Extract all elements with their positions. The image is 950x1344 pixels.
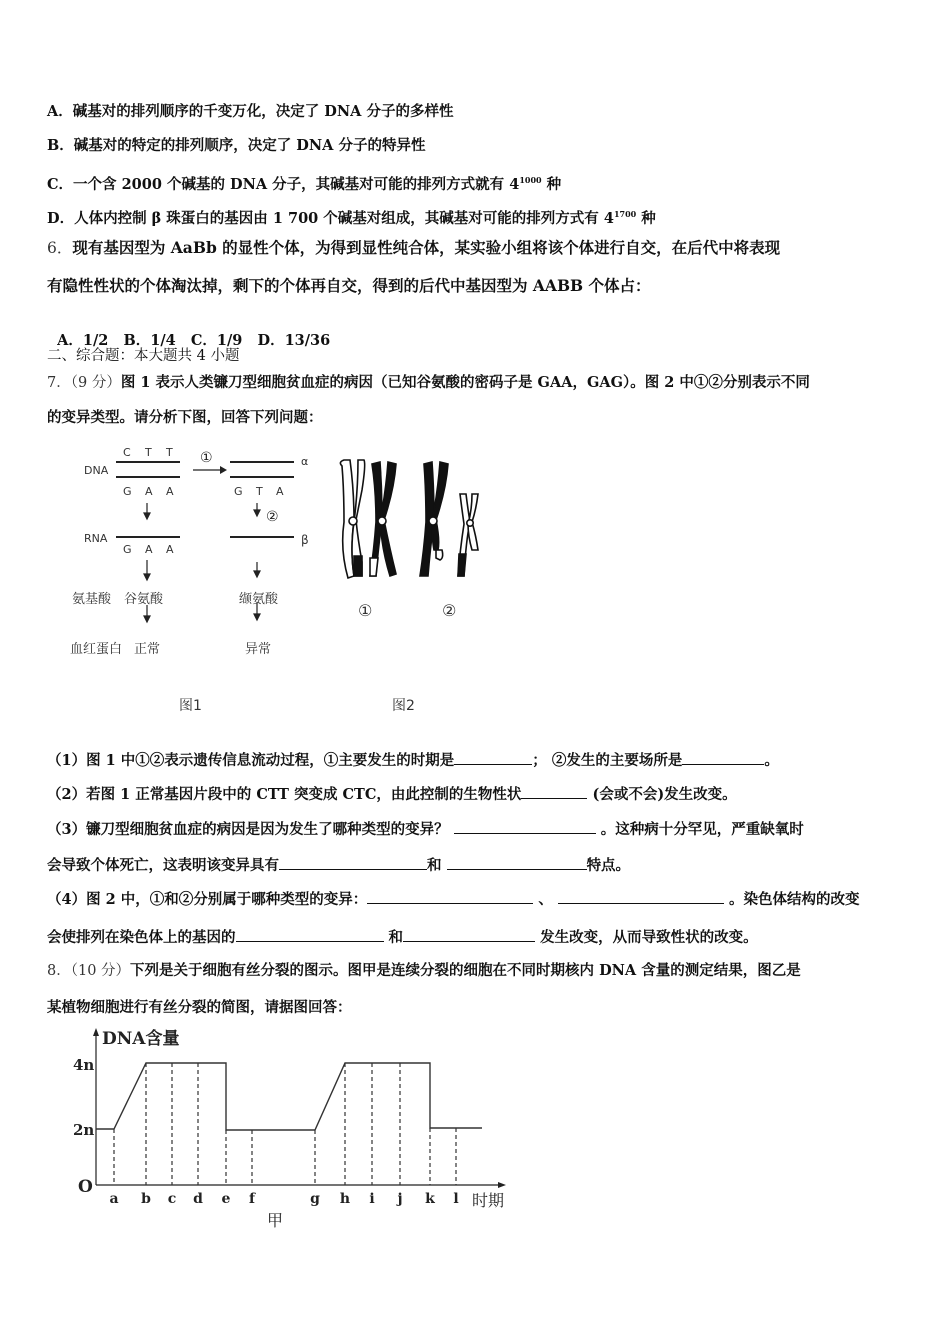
dna-content-line-chart — [60, 1020, 530, 1240]
q5-option-d — [47, 204, 656, 229]
answer-blank[interactable] — [454, 750, 532, 765]
option-text-tail: 种 — [636, 210, 656, 227]
option-label: C． — [47, 176, 74, 193]
figure-1-diagram — [70, 440, 320, 720]
sub-question-text: 特点。 — [586, 857, 631, 874]
q5-option-a — [47, 102, 453, 122]
chart-title: 甲 — [267, 1211, 284, 1230]
sub-question-text: 。染色体结构的改变 — [723, 891, 860, 908]
q7-sub4-line1 — [47, 889, 859, 910]
base: T — [145, 446, 152, 459]
q7-line1 — [47, 373, 810, 393]
x-tick-c: c — [167, 1191, 177, 1207]
question-text: 现有基因型为 AaBb 的显性个体，为得到显性纯合体，某实验小组将该个体进行自交，在后代中将表现 — [72, 238, 781, 257]
y-tick-4n: 4n — [73, 1056, 95, 1074]
figure-2-caption: 图2 — [392, 698, 415, 714]
option-text: 碱基对的特定的排列顺序，决定了 DNA 分子的特异性 — [73, 137, 426, 154]
amino-mutant: 缬氨酸 — [239, 592, 279, 607]
hb-mutant: 异常 — [245, 642, 272, 657]
sub-question-text: （4）图 2 中，①和②分别属于哪种类型的变异： — [47, 891, 368, 908]
option-label: B． — [47, 137, 74, 154]
sub-question-text: （3）镰刀型细胞贫血症的病因是因为发生了哪种类型的变异？ — [47, 821, 454, 838]
answer-blank[interactable] — [682, 750, 764, 765]
sub-question-text: （2）若图 1 正常基因片段中的 CTT 突变成 CTC，由此控制的生物性状 — [47, 786, 522, 803]
q6-line2 — [47, 276, 651, 296]
origin-label: O — [78, 1177, 93, 1197]
question-text: 某植物细胞进行有丝分裂的简图，请据图回答： — [47, 999, 352, 1016]
answer-blank[interactable] — [367, 889, 533, 904]
q5-option-b — [47, 136, 425, 156]
question-text: 的变异类型。请分析下图，回答下列问题： — [47, 409, 323, 426]
hemoglobin-label: 血红蛋白 — [70, 642, 123, 657]
option-text: 人体内控制 β 珠蛋白的基因由 1 700 个碱基对组成，其碱基对可能的排列方式有 4 — [74, 210, 614, 227]
x-tick-j: j — [397, 1191, 403, 1207]
section-heading — [47, 346, 239, 366]
sub-question-text: 会使排列在染色体上的基因的 — [47, 929, 236, 946]
chromosome-label-1: ① — [358, 601, 373, 620]
answer-blank[interactable] — [403, 927, 535, 942]
question-text: 有隐性性状的个体淘汰掉，剩下的个体再自交，得到的后代中基因型为 AABB 个体占： — [47, 276, 651, 295]
base: T — [256, 485, 263, 498]
base: A — [166, 543, 174, 556]
exponent: 1700 — [613, 209, 637, 219]
hb-normal: 正常 — [134, 642, 161, 657]
x-tick-g: g — [310, 1191, 320, 1207]
x-tick-l: l — [453, 1191, 459, 1207]
base: A — [145, 485, 153, 498]
base: G — [123, 485, 132, 498]
x-tick-k: k — [425, 1191, 435, 1207]
amino-acid-label: 氨基酸 — [72, 592, 112, 607]
dna-label: DNA — [84, 464, 109, 477]
dna-content-series — [96, 1063, 482, 1130]
x-axis-arrow-icon — [498, 1182, 506, 1188]
sub-question-text: 和 — [427, 857, 447, 874]
sub-question-text: （1）图 1 中①②表示遗传信息流动过程，①主要发生的时期是 — [47, 752, 455, 769]
period-gridlines — [114, 1063, 456, 1185]
base: T — [166, 446, 173, 459]
options-text: A．1/2 B．1/4 C．1/9 D．13/36 — [57, 332, 331, 349]
q6-options — [47, 311, 330, 351]
sub-question-text: 发生改变，从而导致性状的改变。 — [535, 929, 758, 946]
answer-blank[interactable] — [454, 819, 596, 834]
sub-question-text: (会或不会)发生改变。 — [587, 786, 737, 803]
option-label: D． — [47, 210, 75, 227]
base: C — [123, 446, 131, 459]
q8-line2 — [47, 998, 352, 1018]
step-2-label: ② — [266, 509, 279, 525]
x-tick-e: e — [221, 1191, 231, 1207]
q7-sub3-line1 — [47, 819, 804, 840]
base: G — [123, 543, 132, 556]
q7-sub2 — [47, 784, 737, 805]
figure-2-diagram — [320, 450, 500, 720]
x-tick-i: i — [369, 1191, 375, 1207]
x-tick-f: f — [248, 1191, 256, 1207]
answer-blank[interactable] — [521, 784, 587, 799]
q7-sub4-line2 — [47, 927, 758, 948]
option-label: A． — [47, 103, 73, 120]
sub-question-text: ； ②发生的主要场所是 — [532, 752, 683, 769]
base: A — [145, 543, 153, 556]
q6-line1 — [47, 238, 780, 258]
answer-blank[interactable] — [236, 927, 384, 942]
question-score: （9 分） — [70, 375, 121, 391]
sub-question-text: 、 — [533, 891, 558, 908]
question-number: 8． — [47, 963, 71, 979]
y-axis-arrow-icon — [93, 1028, 99, 1036]
beta-label: β — [301, 533, 309, 547]
section-heading-text: 二、综合题：本大题共 4 小题 — [47, 348, 240, 364]
y-axis-label: DNA含量 — [102, 1029, 180, 1049]
x-tick-b: b — [141, 1191, 151, 1207]
option-text: 一个含 2000 个碱基的 DNA 分子，其碱基对可能的排列方式就有 4 — [73, 176, 520, 193]
answer-blank[interactable] — [447, 855, 587, 870]
sub-question-text: 和 — [383, 929, 404, 946]
gene-expression-diagram — [70, 440, 320, 720]
question-number: 7． — [47, 375, 71, 391]
x-tick-h: h — [339, 1191, 351, 1207]
rna-label: RNA — [84, 532, 108, 545]
x-tick-d: d — [193, 1191, 203, 1207]
q7-sub1 — [47, 750, 779, 771]
sub-question-text: 。 — [764, 752, 779, 769]
option-text-tail: 种 — [541, 176, 562, 193]
q5-option-c — [47, 170, 561, 195]
base: A — [166, 485, 174, 498]
alpha-label: α — [301, 455, 309, 468]
amino-normal: 谷氨酸 — [124, 592, 164, 607]
option-text: 碱基对的排列顺序的千变万化，决定了 DNA 分子的多样性 — [72, 103, 454, 120]
q7-line2 — [47, 408, 323, 428]
answer-blank[interactable] — [558, 889, 724, 904]
dna-content-chart — [60, 1020, 530, 1240]
y-tick-2n: 2n — [73, 1121, 95, 1139]
answer-blank[interactable] — [279, 855, 427, 870]
question-text: 图 1 表示人类镰刀型细胞贫血症的病因（已知谷氨酸的密码子是 GAA，GAG）。图 2 中①②分别表示不同 — [120, 374, 810, 391]
step-1-label: ① — [200, 450, 213, 466]
base: G — [234, 485, 243, 498]
figure-1-caption: 图1 — [179, 698, 202, 714]
x-axis-label: 时期 — [472, 1191, 505, 1210]
question-score: （10 分） — [70, 963, 131, 979]
base: A — [276, 485, 284, 498]
sub-question-text: 会导致个体死亡，这表明该变异具有 — [47, 857, 279, 874]
q8-line1 — [47, 961, 801, 981]
question-text: 下列是关于细胞有丝分裂的图示。图甲是连续分裂的细胞在不同时期核内 DNA 含量的测定结果，图乙是 — [130, 962, 801, 979]
exponent: 1000 — [519, 175, 542, 185]
q7-sub3-line2 — [47, 855, 630, 876]
chromosome-label-2: ② — [442, 601, 457, 620]
chromosome-diagram — [320, 450, 500, 720]
x-tick-a: a — [109, 1191, 119, 1207]
sub-question-text: 。这种病十分罕见，严重缺氧时 — [595, 821, 804, 838]
question-number: 6． — [47, 239, 73, 257]
